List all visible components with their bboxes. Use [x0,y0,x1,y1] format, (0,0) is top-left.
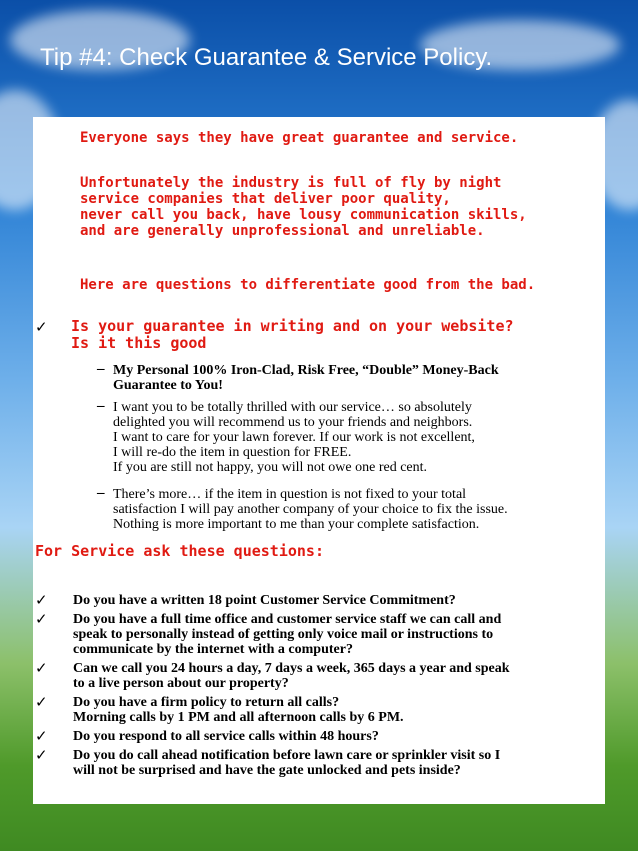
guarantee-item: I want you to be totally thrilled with our service… so absolutely delighted you will recommend us to your friends and neighbors. I want to care for your lawn forever. If our work is not excellent, I will re-do the item in question for FREE. If you are still not happy, you will not owe one red cent. [113,400,475,475]
guarantee-item: My Personal 100% Iron-Clad, Risk Free, “Double” Money-Back Guarantee to You! [113,363,499,393]
check-mark-icon: ✓ [35,693,48,711]
service-item: Do you do call ahead notification before lawn care or sprinkler visit so I will not be surprised and have the gate unlocked and pets inside? [73,748,501,778]
dash-bullet: – [97,398,105,414]
guarantee-question: Is your guarantee in writing and on your website? Is it this good [71,317,514,352]
service-item: Can we call you 24 hours a day, 7 days a week, 365 days a year and speak to a live person about our property? [73,661,510,691]
guarantee-item: There’s more… if the item in question is not fixed to your total satisfaction I will pay another company of your choice to fix the issue. Nothing is more important to me than your complete satisfaction. [113,487,508,532]
dash-bullet: – [97,361,105,377]
content-panel [33,117,605,804]
service-item: Do you have a written 18 point Customer Service Commitment? [73,593,456,608]
intro-line-1: Everyone says they have great guarantee and service. [80,130,519,146]
check-mark-icon: ✓ [35,318,48,336]
check-mark-icon: ✓ [35,659,48,677]
service-heading: For Service ask these questions: [35,542,324,560]
check-mark-icon: ✓ [35,746,48,764]
slide-title: Tip #4: Check Guarantee & Service Policy. [40,44,493,71]
intro-paragraph-2: Unfortunately the industry is full of fly by night service companies that deliver poor quality, never call you back, have lousy communication skills, and are generally unprofessional and unreliable. [80,175,527,239]
service-item: Do you respond to all service calls within 48 hours? [73,729,379,744]
dash-bullet: – [97,485,105,501]
check-mark-icon: ✓ [35,591,48,609]
check-mark-icon: ✓ [35,610,48,628]
service-item: Do you have a firm policy to return all calls? Morning calls by 1 PM and all afternoon calls by 6 PM. [73,695,404,725]
intro-line-3: Here are questions to differentiate good from the bad. [80,277,536,293]
service-item: Do you have a full time office and customer service staff we can call and speak to personally instead of getting only voice mail or instructions to communicate by the internet with a computer? [73,612,502,657]
check-mark-icon: ✓ [35,727,48,745]
